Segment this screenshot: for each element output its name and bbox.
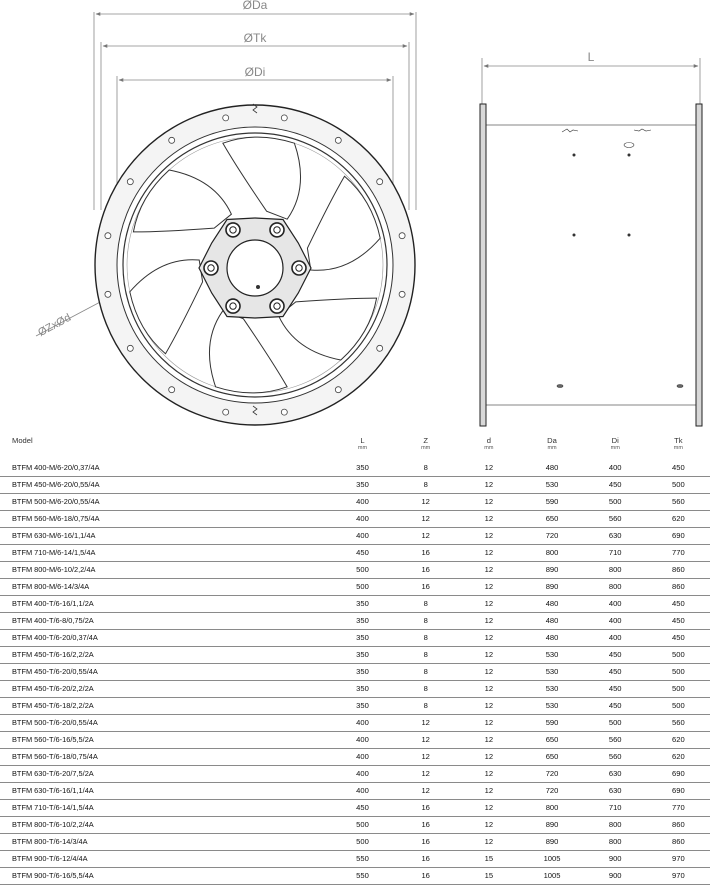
cell-l: 500 bbox=[331, 579, 394, 596]
bolt-hole bbox=[105, 291, 111, 297]
cell-da: 720 bbox=[520, 766, 583, 783]
header-label: Model bbox=[12, 436, 33, 445]
hub-bolt-inner bbox=[274, 227, 280, 233]
cell-d: 12 bbox=[457, 613, 520, 630]
cell-model: BTFM 450-T/6-20/2,2/2A bbox=[0, 681, 331, 698]
cell-tk: 860 bbox=[647, 579, 710, 596]
cell-di: 400 bbox=[584, 596, 647, 613]
side-view bbox=[480, 50, 702, 426]
hub-bolt-inner bbox=[274, 303, 280, 309]
cell-di: 800 bbox=[584, 562, 647, 579]
table-row bbox=[0, 630, 710, 647]
cell-z: 16 bbox=[394, 817, 457, 834]
cell-di: 630 bbox=[584, 766, 647, 783]
table-row bbox=[0, 766, 710, 783]
cell-model: BTFM 450-T/6-16/2,2/2A bbox=[0, 647, 331, 664]
bolt-hole bbox=[223, 409, 229, 415]
cell-da: 650 bbox=[520, 749, 583, 766]
cell-d: 12 bbox=[457, 732, 520, 749]
cell-da: 720 bbox=[520, 528, 583, 545]
cell-d: 12 bbox=[457, 834, 520, 851]
cell-di: 560 bbox=[584, 732, 647, 749]
cell-tk: 500 bbox=[647, 477, 710, 494]
cell-z: 8 bbox=[394, 664, 457, 681]
cell-z: 12 bbox=[394, 749, 457, 766]
bolt-hole bbox=[169, 387, 175, 393]
table-row bbox=[0, 732, 710, 749]
header-label: d bbox=[486, 436, 491, 445]
cell-d: 12 bbox=[457, 817, 520, 834]
cell-l: 400 bbox=[331, 749, 394, 766]
dim-di-label: ØDi bbox=[244, 65, 266, 79]
header-d bbox=[457, 432, 520, 460]
cell-model: BTFM 800-T/6-10/2,2/4A bbox=[0, 817, 331, 834]
cell-z: 8 bbox=[394, 460, 457, 477]
cell-tk: 620 bbox=[647, 749, 710, 766]
cell-d: 15 bbox=[457, 851, 520, 868]
table-row bbox=[0, 647, 710, 664]
cell-tk: 770 bbox=[647, 545, 710, 562]
cell-di: 450 bbox=[584, 477, 647, 494]
cell-z: 12 bbox=[394, 511, 457, 528]
cell-di: 630 bbox=[584, 783, 647, 800]
cell-z: 12 bbox=[394, 494, 457, 511]
table-header-row bbox=[0, 432, 710, 460]
cell-d: 12 bbox=[457, 783, 520, 800]
cell-tk: 860 bbox=[647, 562, 710, 579]
cell-model: BTFM 710-M/6-14/1,5/4A bbox=[0, 545, 331, 562]
table-row bbox=[0, 698, 710, 715]
cell-tk: 620 bbox=[647, 511, 710, 528]
table-row bbox=[0, 851, 710, 868]
cell-model: BTFM 560-T/6-16/5,5/2A bbox=[0, 732, 331, 749]
dim-l-label: L bbox=[587, 50, 595, 64]
cell-tk: 500 bbox=[647, 681, 710, 698]
cell-l: 350 bbox=[331, 647, 394, 664]
cell-l: 500 bbox=[331, 817, 394, 834]
cell-l: 500 bbox=[331, 834, 394, 851]
cell-model: BTFM 450-T/6-20/0,55/4A bbox=[0, 664, 331, 681]
cell-tk: 620 bbox=[647, 732, 710, 749]
table-row bbox=[0, 545, 710, 562]
cell-z: 16 bbox=[394, 545, 457, 562]
table-row bbox=[0, 749, 710, 766]
cell-z: 8 bbox=[394, 613, 457, 630]
bolt-hole bbox=[335, 137, 341, 143]
cell-z: 16 bbox=[394, 834, 457, 851]
dim-tk-label: ØTk bbox=[243, 31, 267, 45]
front-view bbox=[36, 0, 416, 425]
bolt-hole bbox=[377, 179, 383, 185]
table-row bbox=[0, 681, 710, 698]
cell-l: 400 bbox=[331, 511, 394, 528]
cell-d: 12 bbox=[457, 545, 520, 562]
cell-di: 900 bbox=[584, 868, 647, 885]
cell-tk: 450 bbox=[647, 460, 710, 477]
cell-di: 630 bbox=[584, 528, 647, 545]
bolt-hole bbox=[127, 179, 133, 185]
cell-model: BTFM 710-T/6-14/1,5/4A bbox=[0, 800, 331, 817]
header-model bbox=[0, 432, 331, 460]
cell-z: 8 bbox=[394, 630, 457, 647]
cell-d: 12 bbox=[457, 630, 520, 647]
cell-da: 530 bbox=[520, 681, 583, 698]
cell-d: 12 bbox=[457, 596, 520, 613]
cell-model: BTFM 400-M/6-20/0,37/4A bbox=[0, 460, 331, 477]
cell-da: 530 bbox=[520, 477, 583, 494]
cell-z: 8 bbox=[394, 698, 457, 715]
cell-tk: 690 bbox=[647, 766, 710, 783]
table-row bbox=[0, 715, 710, 732]
cell-tk: 500 bbox=[647, 647, 710, 664]
cell-d: 12 bbox=[457, 528, 520, 545]
cell-di: 800 bbox=[584, 834, 647, 851]
bolt-hole bbox=[399, 291, 405, 297]
cell-d: 12 bbox=[457, 647, 520, 664]
cell-d: 12 bbox=[457, 460, 520, 477]
bolt-hole bbox=[223, 115, 229, 121]
table-row bbox=[0, 562, 710, 579]
cell-tk: 860 bbox=[647, 834, 710, 851]
cell-l: 350 bbox=[331, 698, 394, 715]
table-row bbox=[0, 494, 710, 511]
table-row bbox=[0, 664, 710, 681]
dimension-l bbox=[482, 58, 700, 110]
cell-model: BTFM 630-T/6-20/7,5/2A bbox=[0, 766, 331, 783]
bolt-hole bbox=[281, 115, 287, 121]
header-unit: mm bbox=[547, 445, 557, 451]
bolt-hole bbox=[399, 233, 405, 239]
cell-di: 450 bbox=[584, 681, 647, 698]
bolt-hole bbox=[335, 387, 341, 393]
hub-bolt-inner bbox=[230, 303, 236, 309]
header-label: L bbox=[360, 436, 365, 445]
cell-di: 800 bbox=[584, 817, 647, 834]
cell-model: BTFM 560-M/6-18/0,75/4A bbox=[0, 511, 331, 528]
cell-di: 710 bbox=[584, 545, 647, 562]
cell-tk: 770 bbox=[647, 800, 710, 817]
cell-z: 12 bbox=[394, 715, 457, 732]
cell-d: 12 bbox=[457, 579, 520, 596]
cell-da: 530 bbox=[520, 664, 583, 681]
cell-d: 12 bbox=[457, 562, 520, 579]
cell-di: 500 bbox=[584, 715, 647, 732]
cell-l: 400 bbox=[331, 732, 394, 749]
bolt-hole bbox=[377, 345, 383, 351]
cell-tk: 500 bbox=[647, 698, 710, 715]
header-l bbox=[331, 432, 394, 460]
table-row bbox=[0, 579, 710, 596]
cell-di: 450 bbox=[584, 664, 647, 681]
cell-l: 450 bbox=[331, 545, 394, 562]
cell-d: 12 bbox=[457, 698, 520, 715]
hub-center bbox=[227, 240, 283, 296]
cell-da: 530 bbox=[520, 698, 583, 715]
cell-l: 550 bbox=[331, 851, 394, 868]
cell-z: 8 bbox=[394, 596, 457, 613]
cell-l: 350 bbox=[331, 460, 394, 477]
header-unit: mm bbox=[421, 445, 431, 451]
bolt-hole bbox=[105, 233, 111, 239]
cell-tk: 450 bbox=[647, 596, 710, 613]
header-tk bbox=[647, 432, 710, 460]
hub-bolt-inner bbox=[208, 265, 214, 271]
cell-z: 16 bbox=[394, 851, 457, 868]
cell-di: 450 bbox=[584, 698, 647, 715]
cell-l: 350 bbox=[331, 596, 394, 613]
cell-da: 480 bbox=[520, 613, 583, 630]
cell-z: 12 bbox=[394, 732, 457, 749]
cell-d: 12 bbox=[457, 477, 520, 494]
cell-model: BTFM 450-M/6-20/0,55/4A bbox=[0, 477, 331, 494]
cell-da: 1005 bbox=[520, 851, 583, 868]
cell-l: 550 bbox=[331, 868, 394, 885]
cell-model: BTFM 800-M/6-10/2,2/4A bbox=[0, 562, 331, 579]
cell-l: 350 bbox=[331, 630, 394, 647]
cell-da: 800 bbox=[520, 545, 583, 562]
cell-da: 590 bbox=[520, 494, 583, 511]
cell-l: 400 bbox=[331, 715, 394, 732]
cell-tk: 970 bbox=[647, 851, 710, 868]
cell-l: 350 bbox=[331, 681, 394, 698]
cell-l: 400 bbox=[331, 528, 394, 545]
table-row bbox=[0, 800, 710, 817]
cell-di: 400 bbox=[584, 630, 647, 647]
cell-da: 890 bbox=[520, 817, 583, 834]
cell-da: 590 bbox=[520, 715, 583, 732]
cell-di: 400 bbox=[584, 460, 647, 477]
hub-bolt-inner bbox=[296, 265, 302, 271]
cell-l: 400 bbox=[331, 766, 394, 783]
table-row bbox=[0, 613, 710, 630]
cell-z: 8 bbox=[394, 681, 457, 698]
table-row bbox=[0, 511, 710, 528]
cell-tk: 970 bbox=[647, 868, 710, 885]
cell-model: BTFM 560-T/6-18/0,75/4A bbox=[0, 749, 331, 766]
header-z bbox=[394, 432, 457, 460]
cell-da: 890 bbox=[520, 834, 583, 851]
cell-d: 12 bbox=[457, 749, 520, 766]
cell-l: 400 bbox=[331, 494, 394, 511]
header-unit: mm bbox=[673, 445, 683, 451]
cell-da: 650 bbox=[520, 732, 583, 749]
header-da bbox=[520, 432, 583, 460]
cell-da: 890 bbox=[520, 562, 583, 579]
dim-da-label: ØDa bbox=[242, 0, 268, 12]
table-body bbox=[0, 460, 710, 885]
spec-table bbox=[0, 432, 710, 885]
cell-model: BTFM 630-M/6-16/1,1/4A bbox=[0, 528, 331, 545]
cell-l: 350 bbox=[331, 613, 394, 630]
cell-z: 16 bbox=[394, 800, 457, 817]
cell-da: 480 bbox=[520, 596, 583, 613]
header-label: Da bbox=[547, 436, 557, 445]
cell-da: 480 bbox=[520, 460, 583, 477]
cell-di: 500 bbox=[584, 494, 647, 511]
cell-di: 450 bbox=[584, 647, 647, 664]
cell-model: BTFM 450-T/6-18/2,2/2A bbox=[0, 698, 331, 715]
cell-l: 500 bbox=[331, 562, 394, 579]
header-label: Di bbox=[611, 436, 619, 445]
cell-l: 450 bbox=[331, 800, 394, 817]
table-row bbox=[0, 528, 710, 545]
cell-da: 720 bbox=[520, 783, 583, 800]
casing-body bbox=[486, 125, 696, 405]
cell-tk: 560 bbox=[647, 715, 710, 732]
cell-di: 710 bbox=[584, 800, 647, 817]
cell-di: 900 bbox=[584, 851, 647, 868]
cell-tk: 450 bbox=[647, 613, 710, 630]
cell-d: 12 bbox=[457, 766, 520, 783]
cell-d: 12 bbox=[457, 511, 520, 528]
cell-d: 12 bbox=[457, 715, 520, 732]
cell-di: 800 bbox=[584, 579, 647, 596]
cell-tk: 450 bbox=[647, 630, 710, 647]
technical-drawing bbox=[0, 0, 710, 432]
cell-l: 400 bbox=[331, 783, 394, 800]
cell-tk: 690 bbox=[647, 528, 710, 545]
header-unit: mm bbox=[484, 445, 494, 451]
header-label: Tk bbox=[674, 436, 683, 445]
cell-d: 12 bbox=[457, 681, 520, 698]
cell-z: 16 bbox=[394, 579, 457, 596]
cell-z: 12 bbox=[394, 528, 457, 545]
cell-model: BTFM 900-T/6-12/4/4A bbox=[0, 851, 331, 868]
cell-di: 560 bbox=[584, 749, 647, 766]
cell-z: 16 bbox=[394, 868, 457, 885]
cell-d: 12 bbox=[457, 494, 520, 511]
cell-model: BTFM 900-T/6-16/5,5/4A bbox=[0, 868, 331, 885]
bolt-hole bbox=[127, 345, 133, 351]
cell-d: 15 bbox=[457, 868, 520, 885]
cell-da: 480 bbox=[520, 630, 583, 647]
cell-da: 1005 bbox=[520, 868, 583, 885]
cell-model: BTFM 400-T/6-16/1,1/2A bbox=[0, 596, 331, 613]
table-row bbox=[0, 477, 710, 494]
cell-da: 800 bbox=[520, 800, 583, 817]
cell-tk: 860 bbox=[647, 817, 710, 834]
cell-z: 8 bbox=[394, 477, 457, 494]
cell-z: 12 bbox=[394, 766, 457, 783]
cell-d: 12 bbox=[457, 800, 520, 817]
cell-z: 16 bbox=[394, 562, 457, 579]
table-row bbox=[0, 868, 710, 885]
cell-da: 530 bbox=[520, 647, 583, 664]
hub-bolt-inner bbox=[230, 227, 236, 233]
cell-z: 12 bbox=[394, 783, 457, 800]
cell-tk: 500 bbox=[647, 664, 710, 681]
cell-tk: 560 bbox=[647, 494, 710, 511]
cell-model: BTFM 500-M/6-20/0,55/4A bbox=[0, 494, 331, 511]
cell-model: BTFM 630-T/6-16/1,1/4A bbox=[0, 783, 331, 800]
flange-left bbox=[480, 104, 486, 426]
table-row bbox=[0, 817, 710, 834]
cell-model: BTFM 800-M/6-14/3/4A bbox=[0, 579, 331, 596]
header-unit: mm bbox=[610, 445, 620, 451]
table-row bbox=[0, 460, 710, 477]
cell-model: BTFM 500-T/6-20/0,55/4A bbox=[0, 715, 331, 732]
header-unit: mm bbox=[357, 445, 368, 451]
cell-di: 560 bbox=[584, 511, 647, 528]
cell-da: 650 bbox=[520, 511, 583, 528]
cell-model: BTFM 400-T/6-8/0,75/2A bbox=[0, 613, 331, 630]
header-label: Z bbox=[423, 436, 428, 445]
table-row bbox=[0, 596, 710, 613]
bolt-hole bbox=[169, 137, 175, 143]
cell-da: 890 bbox=[520, 579, 583, 596]
cell-l: 350 bbox=[331, 477, 394, 494]
table-row bbox=[0, 783, 710, 800]
cell-model: BTFM 400-T/6-20/0,37/4A bbox=[0, 630, 331, 647]
bolt-hole bbox=[281, 409, 287, 415]
table-row bbox=[0, 834, 710, 851]
cell-z: 8 bbox=[394, 647, 457, 664]
hub-center-pin bbox=[256, 285, 260, 289]
dim-hole-label: ØZxØd bbox=[36, 311, 74, 339]
cell-l: 350 bbox=[331, 664, 394, 681]
cell-tk: 690 bbox=[647, 783, 710, 800]
header-di bbox=[584, 432, 647, 460]
cell-model: BTFM 800-T/6-14/3/4A bbox=[0, 834, 331, 851]
cell-di: 400 bbox=[584, 613, 647, 630]
cell-d: 12 bbox=[457, 664, 520, 681]
flange-right bbox=[696, 104, 702, 426]
